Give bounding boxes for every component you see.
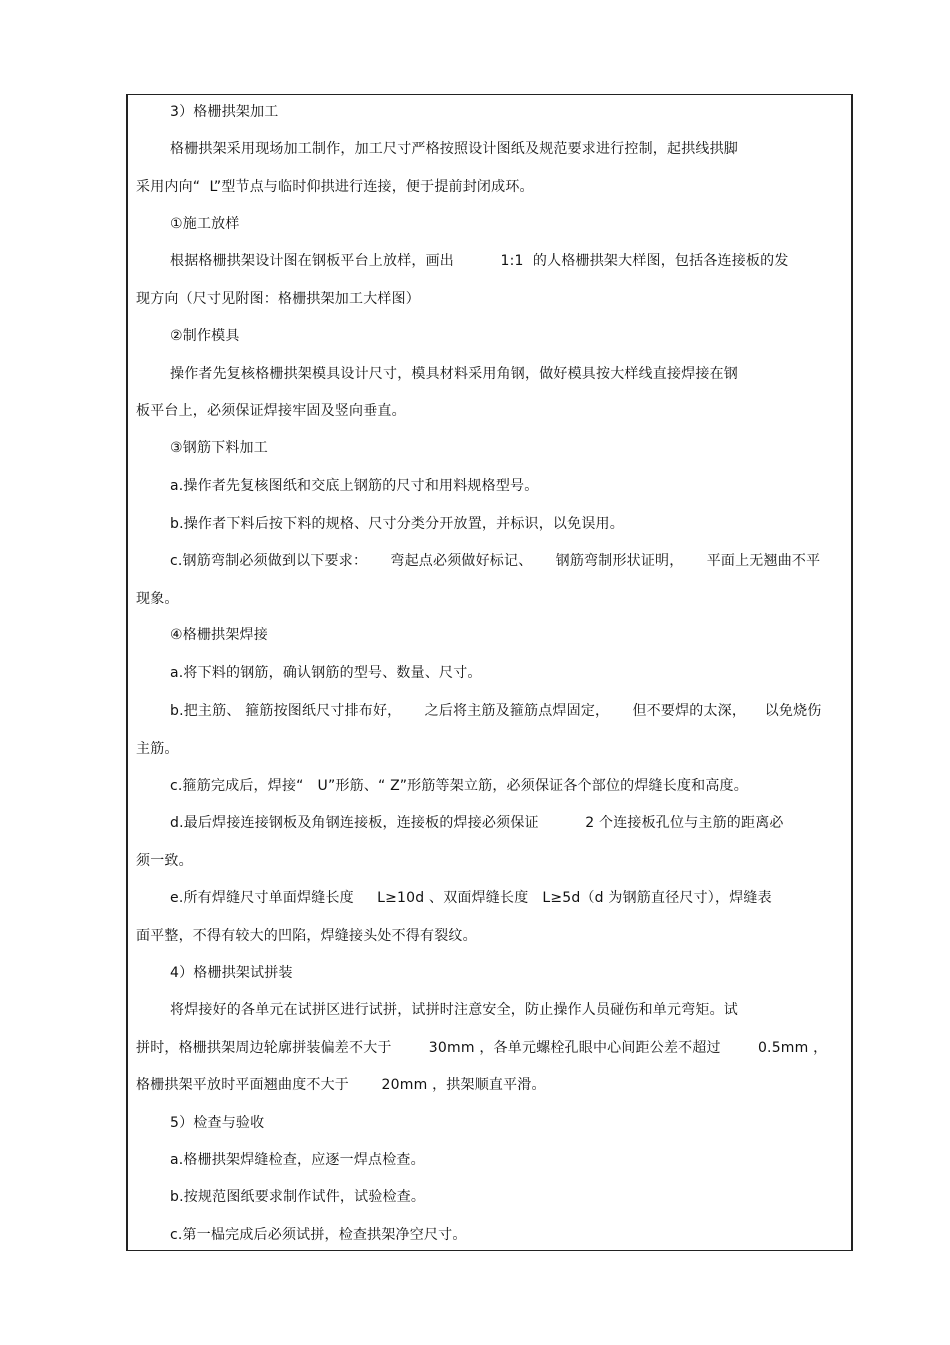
text-line: e.所有焊缝尺寸单面焊缝长度 L≥10d 、双面焊缝长度 L≥5d（d 为钢筋直径尺寸），焊缝表 — [170, 890, 772, 906]
text-line: c.箍筋完成后，焊接“ U”形筋、“ Z”形筋等架立筋，必须保证各个部位的焊缝长度和高度。 — [170, 778, 748, 794]
text-line: 5）检查与验收 — [170, 1115, 265, 1131]
text-line: 4）格栅拱架试拼装 — [170, 965, 293, 981]
text-line: 格栅拱架平放时平面翘曲度不大于 20mm ，拱架顺直平滑。 — [136, 1077, 546, 1093]
text-line: 根据格栅拱架设计图在钢板平台上放样，画出 1:1 的人格栅拱架大样图，包括各连接板的发 — [170, 253, 789, 269]
text-line: 面平整，不得有较大的凹陷，焊缝接头处不得有裂纹。 — [136, 928, 477, 944]
text-line: b.按规范图纸要求制作试件，试验检查。 — [170, 1189, 426, 1205]
text-line: 操作者先复核格栅拱架模具设计尺寸，模具材料采用角钢，做好模具按大样线直接焊接在钢 — [170, 366, 738, 382]
text-line: b.操作者下料后按下料的规格、尺寸分类分开放置，并标识，以免误用。 — [170, 516, 624, 532]
text-line: b.把主筋、 箍筋按图纸尺寸排布好， 之后将主筋及箍筋点焊固定， 但不要焊的太深， 以免烧伤 — [170, 703, 822, 719]
text-line: 板平台上，必须保证焊接牢固及竖向垂直。 — [136, 403, 406, 419]
text-line: d.最后焊接连接钢板及角钢连接板，连接板的焊接必须保证 2 个连接板孔位与主筋的距离必 — [170, 815, 784, 831]
text-line: ④格栅拱架焊接 — [170, 627, 268, 643]
text-line: ③钢筋下料加工 — [170, 440, 268, 456]
text-line: 现方向（尺寸见附图：格栅拱架加工大样图） — [136, 291, 420, 307]
text-line: c.钢筋弯制必须做到以下要求： 弯起点必须做好标记、 钢筋弯制形状证明， 平面上无翘曲不平 — [170, 553, 821, 569]
text-line: 须一致。 — [136, 853, 193, 869]
text-line: 采用内向“ L”型节点与临时仰拱进行连接，便于提前封闭成环。 — [136, 179, 534, 195]
text-line: 拼时，格栅拱架周边轮廓拼装偏差不大于 30mm ，各单元螺栓孔眼中心间距公差不超过 0.5mm ， — [136, 1040, 828, 1056]
text-line: 3）格栅拱架加工 — [170, 104, 279, 120]
text-line: a.格栅拱架焊缝检查，应逐一焊点检查。 — [170, 1152, 425, 1168]
text-line: ①施工放样 — [170, 216, 240, 232]
text-line: 主筋。 — [136, 741, 179, 757]
text-line: ②制作模具 — [170, 328, 240, 344]
text-line: 现象。 — [136, 591, 179, 607]
text-line: 格栅拱架采用现场加工制作，加工尺寸严格按照设计图纸及规范要求进行控制，起拱线拱脚 — [170, 141, 738, 157]
text-line: c.第一榀完成后必须试拼，检查拱架净空尺寸。 — [170, 1227, 467, 1243]
text-line: a.将下料的钢筋，确认钢筋的型号、数量、尺寸。 — [170, 665, 482, 681]
text-line: 将焊接好的各单元在试拼区进行试拼，试拼时注意安全，防止操作人员碰伤和单元弯矩。试 — [170, 1002, 738, 1018]
text-line: a.操作者先复核图纸和交底上钢筋的尺寸和用料规格型号。 — [170, 478, 539, 494]
